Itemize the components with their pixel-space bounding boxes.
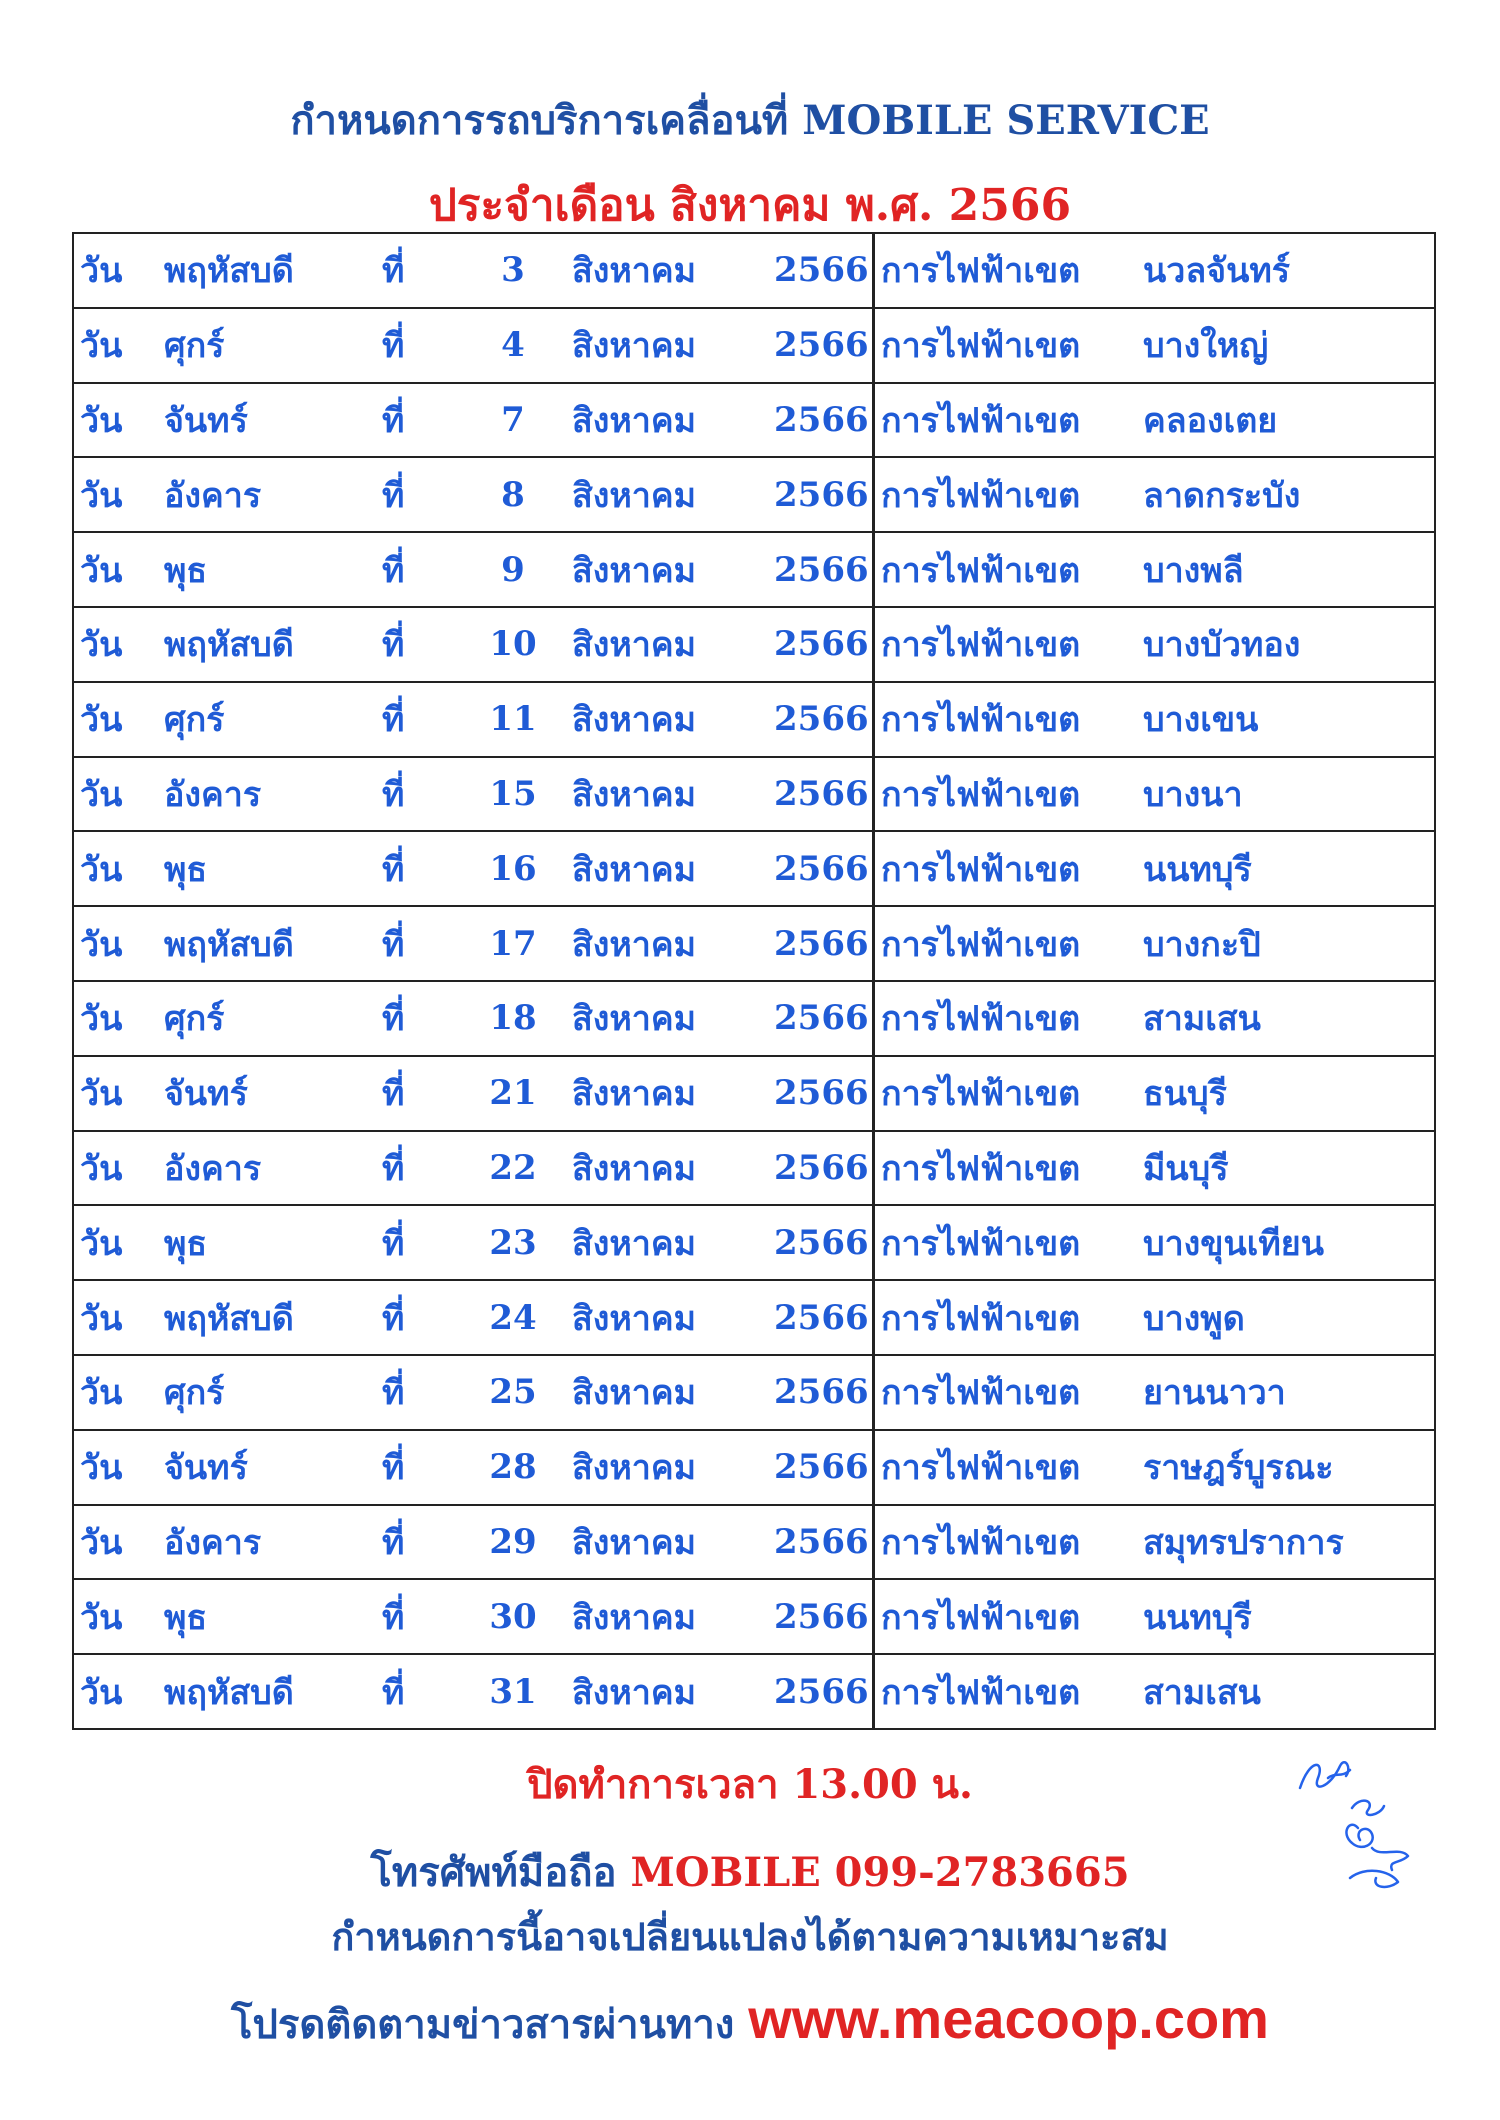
row-thi: ที่: [382, 1074, 405, 1115]
schedule-date-cell: [73, 233, 874, 308]
schedule-date-cell: [73, 682, 874, 757]
row-thi: ที่: [382, 1597, 405, 1638]
row-year: 2566: [774, 773, 869, 814]
row-office: การไฟฟ้าเขต: [881, 475, 1081, 516]
row-month: สิงหาคม: [572, 1373, 697, 1414]
row-year: 2566: [774, 1222, 869, 1263]
table-row: [73, 1430, 1435, 1505]
row-thi: ที่: [382, 1223, 405, 1264]
schedule-date-cell: [73, 1355, 874, 1430]
page-subtitle: ประจำเดือน สิงหาคม พ.ศ. 2566: [428, 180, 1072, 231]
table-row: [73, 233, 1435, 308]
row-day: พฤหัสบดี: [164, 625, 294, 666]
row-year: 2566: [774, 549, 869, 590]
schedule-office-cell: [874, 1056, 1436, 1131]
row-office: การไฟฟ้าเขต: [881, 774, 1081, 815]
row-month: สิงหาคม: [572, 251, 697, 292]
row-month: สิงหาคม: [572, 475, 697, 516]
row-thi: ที่: [382, 849, 405, 890]
schedule-office-cell: [874, 1579, 1436, 1654]
row-thi: ที่: [382, 326, 405, 367]
row-day: พุธ: [164, 550, 208, 591]
row-day: อังคาร: [164, 475, 262, 516]
row-date: 31: [489, 1671, 537, 1712]
row-district: นนทบุรี: [1143, 849, 1252, 890]
row-office: การไฟฟ้าเขต: [881, 400, 1081, 441]
row-day: พฤหัสบดี: [164, 1298, 294, 1339]
row-day: ศุกร์: [164, 700, 225, 741]
row-month: สิงหาคม: [572, 700, 697, 741]
row-date: 22: [489, 1147, 537, 1188]
row-wan: วัน: [80, 1373, 123, 1414]
table-row: [73, 1355, 1435, 1430]
schedule-office-cell: [874, 532, 1436, 607]
table-row: [73, 682, 1435, 757]
row-date: 15: [489, 773, 537, 814]
schedule-office-cell: [874, 308, 1436, 383]
row-year: 2566: [774, 624, 869, 665]
schedule-date-cell: [73, 1430, 874, 1505]
row-date: 18: [489, 998, 537, 1039]
website-link[interactable]: www.meacoop.com: [748, 1987, 1269, 2050]
row-office: การไฟฟ้าเขต: [881, 999, 1081, 1040]
row-office: การไฟฟ้าเขต: [881, 1597, 1081, 1638]
row-day: จันทร์: [164, 400, 248, 441]
row-wan: วัน: [80, 1597, 123, 1638]
row-office: การไฟฟ้าเขต: [881, 1298, 1081, 1339]
row-thi: ที่: [382, 1672, 405, 1713]
table-row: [73, 1654, 1435, 1729]
closing-time: ปิดทำการเวลา 13.00 น.: [527, 1761, 973, 1808]
schedule-date-cell: [73, 383, 874, 458]
row-office: การไฟฟ้าเขต: [881, 251, 1081, 292]
schedule-date-cell: [73, 757, 874, 832]
table-row: [73, 757, 1435, 832]
row-day: พฤหัสบดี: [164, 924, 294, 965]
row-district: บางขุนเทียน: [1143, 1223, 1324, 1264]
table-row: [73, 308, 1435, 383]
row-thi: ที่: [382, 400, 405, 441]
row-wan: วัน: [80, 251, 123, 292]
row-month: สิงหาคม: [572, 849, 697, 890]
row-wan: วัน: [80, 1522, 123, 1563]
row-day: พุธ: [164, 1597, 208, 1638]
row-thi: ที่: [382, 1148, 405, 1189]
row-month: สิงหาคม: [572, 774, 697, 815]
row-office: การไฟฟ้าเขต: [881, 1148, 1081, 1189]
row-day: จันทร์: [164, 1074, 248, 1115]
row-month: สิงหาคม: [572, 1148, 697, 1189]
row-year: 2566: [774, 1297, 869, 1338]
schedule-office-cell: [874, 1505, 1436, 1580]
row-year: 2566: [774, 923, 869, 964]
table-row: [73, 1056, 1435, 1131]
row-year: 2566: [774, 699, 869, 740]
row-wan: วัน: [80, 1223, 123, 1264]
row-date: 25: [489, 1372, 537, 1413]
row-district: บางนา: [1143, 774, 1243, 815]
row-wan: วัน: [80, 326, 123, 367]
row-day: พฤหัสบดี: [164, 1672, 294, 1713]
row-district: บางเขน: [1143, 700, 1259, 741]
row-district: มีนบุรี: [1143, 1148, 1229, 1189]
row-thi: ที่: [382, 924, 405, 965]
row-date: 16: [489, 848, 537, 889]
row-day: ศุกร์: [164, 999, 225, 1040]
schedule-office-cell: [874, 1355, 1436, 1430]
row-year: 2566: [774, 399, 869, 440]
row-year: 2566: [774, 1372, 869, 1413]
row-date: 23: [489, 1222, 537, 1263]
schedule-note: กำหนดการนี้อาจเปลี่ยนแปลงได้ตามความเหมาะสม: [331, 1914, 1169, 1959]
phone-line: [0, 1840, 1500, 1904]
row-district: บางกะปิ: [1143, 924, 1261, 965]
row-date: 11: [489, 699, 537, 740]
schedule-office-cell: [874, 757, 1436, 832]
schedule-office-cell: [874, 1131, 1436, 1206]
row-day: พฤหัสบดี: [164, 251, 294, 292]
row-year: 2566: [774, 1596, 869, 1637]
row-office: การไฟฟ้าเขต: [881, 700, 1081, 741]
row-year: 2566: [774, 325, 869, 366]
row-year: 2566: [774, 1147, 869, 1188]
row-month: สิงหาคม: [572, 550, 697, 591]
row-district: นวลจันทร์: [1143, 251, 1291, 292]
schedule-office-cell: [874, 383, 1436, 458]
row-thi: ที่: [382, 1373, 405, 1414]
row-date: 24: [489, 1297, 537, 1338]
table-row: [73, 1280, 1435, 1355]
row-wan: วัน: [80, 475, 123, 516]
row-district: สามเสน: [1143, 1672, 1261, 1713]
row-day: พุธ: [164, 849, 208, 890]
row-thi: ที่: [382, 774, 405, 815]
row-district: นนทบุรี: [1143, 1597, 1252, 1638]
table-row: [73, 383, 1435, 458]
row-month: สิงหาคม: [572, 326, 697, 367]
row-year: 2566: [774, 474, 869, 515]
row-day: พุธ: [164, 1223, 208, 1264]
row-wan: วัน: [80, 999, 123, 1040]
row-thi: ที่: [382, 625, 405, 666]
row-office: การไฟฟ้าเขต: [881, 326, 1081, 367]
schedule-office-cell: [874, 1430, 1436, 1505]
row-wan: วัน: [80, 924, 123, 965]
schedule-office-cell: [874, 906, 1436, 981]
row-thi: ที่: [382, 251, 405, 292]
table-row: [73, 607, 1435, 682]
row-month: สิงหาคม: [572, 999, 697, 1040]
row-month: สิงหาคม: [572, 1448, 697, 1489]
row-office: การไฟฟ้าเขต: [881, 849, 1081, 890]
row-thi: ที่: [382, 1522, 405, 1563]
table-row: [73, 1505, 1435, 1580]
row-date: 3: [501, 250, 525, 291]
row-day: อังคาร: [164, 1522, 262, 1563]
row-district: บางบัวทอง: [1143, 625, 1301, 666]
schedule-date-cell: [73, 1654, 874, 1729]
page-title: กำหนดการรถบริการเคลื่อนที่ MOBILE SERVICE: [290, 97, 1210, 144]
row-office: การไฟฟ้าเขต: [881, 924, 1081, 965]
row-district: ธนบุรี: [1143, 1074, 1227, 1115]
schedule-date-cell: [73, 906, 874, 981]
schedule-date-cell: [73, 1205, 874, 1280]
schedule-date-cell: [73, 1131, 874, 1206]
row-month: สิงหาคม: [572, 924, 697, 965]
row-office: การไฟฟ้าเขต: [881, 1373, 1081, 1414]
schedule-date-cell: [73, 1280, 874, 1355]
row-month: สิงหาคม: [572, 1074, 697, 1115]
table-row: [73, 1205, 1435, 1280]
table-row: [73, 981, 1435, 1056]
row-thi: ที่: [382, 1448, 405, 1489]
row-wan: วัน: [80, 849, 123, 890]
schedule-office-cell: [874, 682, 1436, 757]
schedule-office-cell: [874, 831, 1436, 906]
row-district: บางพลี: [1143, 550, 1244, 591]
row-day: อังคาร: [164, 1148, 262, 1189]
row-month: สิงหาคม: [572, 1522, 697, 1563]
schedule-office-cell: [874, 233, 1436, 308]
schedule-date-cell: [73, 831, 874, 906]
schedule-office-cell: [874, 1280, 1436, 1355]
row-wan: วัน: [80, 700, 123, 741]
schedule-date-cell: [73, 981, 874, 1056]
row-date: 28: [489, 1447, 537, 1488]
row-year: 2566: [774, 1447, 869, 1488]
signature-icon: [1280, 1748, 1430, 1908]
row-month: สิงหาคม: [572, 1597, 697, 1638]
phone-value: MOBILE 099-2783665: [630, 1849, 1130, 1896]
row-year: 2566: [774, 250, 869, 291]
row-wan: วัน: [80, 774, 123, 815]
schedule-date-cell: [73, 1579, 874, 1654]
row-district: สามเสน: [1143, 999, 1261, 1040]
row-district: บางใหญ่: [1143, 326, 1269, 367]
row-wan: วัน: [80, 625, 123, 666]
row-wan: วัน: [80, 550, 123, 591]
row-thi: ที่: [382, 550, 405, 591]
row-office: การไฟฟ้าเขต: [881, 550, 1081, 591]
row-wan: วัน: [80, 1148, 123, 1189]
row-day: อังคาร: [164, 774, 262, 815]
row-thi: ที่: [382, 999, 405, 1040]
schedule-date-cell: [73, 308, 874, 383]
table-row: [73, 532, 1435, 607]
row-office: การไฟฟ้าเขต: [881, 1672, 1081, 1713]
row-district: ลาดกระบัง: [1143, 475, 1301, 516]
row-office: การไฟฟ้าเขต: [881, 1448, 1081, 1489]
row-date: 30: [489, 1596, 537, 1637]
row-district: สมุทรปราการ: [1143, 1522, 1344, 1563]
row-thi: ที่: [382, 700, 405, 741]
row-date: 29: [489, 1521, 537, 1562]
row-district: บางพูด: [1143, 1298, 1245, 1339]
schedule-date-cell: [73, 1056, 874, 1131]
row-month: สิงหาคม: [572, 1298, 697, 1339]
schedule-table: [72, 232, 1436, 1730]
row-date: 4: [501, 325, 525, 366]
schedule-office-cell: [874, 1654, 1436, 1729]
row-thi: ที่: [382, 475, 405, 516]
follow-line: [0, 1986, 1500, 2056]
row-date: 8: [501, 474, 525, 515]
phone-label: โทรศัพท์มือถือ: [370, 1849, 617, 1896]
row-date: 10: [489, 624, 537, 665]
row-date: 9: [501, 549, 525, 590]
row-office: การไฟฟ้าเขต: [881, 1223, 1081, 1264]
row-wan: วัน: [80, 1672, 123, 1713]
row-thi: ที่: [382, 1298, 405, 1339]
row-date: 17: [489, 923, 537, 964]
row-year: 2566: [774, 848, 869, 889]
row-year: 2566: [774, 998, 869, 1039]
row-month: สิงหาคม: [572, 1672, 697, 1713]
row-wan: วัน: [80, 1074, 123, 1115]
schedule-office-cell: [874, 1205, 1436, 1280]
row-day: ศุกร์: [164, 326, 225, 367]
schedule-date-cell: [73, 457, 874, 532]
row-month: สิงหาคม: [572, 625, 697, 666]
row-wan: วัน: [80, 1448, 123, 1489]
schedule-office-cell: [874, 607, 1436, 682]
row-office: การไฟฟ้าเขต: [881, 1522, 1081, 1563]
row-wan: วัน: [80, 1298, 123, 1339]
row-day: จันทร์: [164, 1448, 248, 1489]
schedule-date-cell: [73, 607, 874, 682]
schedule-office-cell: [874, 457, 1436, 532]
row-month: สิงหาคม: [572, 400, 697, 441]
row-month: สิงหาคม: [572, 1223, 697, 1264]
row-office: การไฟฟ้าเขต: [881, 625, 1081, 666]
row-date: 21: [489, 1073, 537, 1114]
table-row: [73, 831, 1435, 906]
row-office: การไฟฟ้าเขต: [881, 1074, 1081, 1115]
table-row: [73, 1131, 1435, 1206]
table-row: [73, 457, 1435, 532]
row-year: 2566: [774, 1073, 869, 1114]
schedule-date-cell: [73, 532, 874, 607]
row-year: 2566: [774, 1521, 869, 1562]
row-district: คลองเตย: [1143, 400, 1278, 441]
row-year: 2566: [774, 1671, 869, 1712]
row-date: 7: [501, 399, 525, 440]
row-district: ราษฎร์บูรณะ: [1143, 1448, 1334, 1489]
schedule-office-cell: [874, 981, 1436, 1056]
row-day: ศุกร์: [164, 1373, 225, 1414]
follow-label: โปรดติดตามข่าวสารผ่านทาง: [231, 2001, 735, 2048]
schedule-body: [73, 233, 1435, 1729]
table-row: [73, 1579, 1435, 1654]
schedule-date-cell: [73, 1505, 874, 1580]
table-row: [73, 906, 1435, 981]
row-wan: วัน: [80, 400, 123, 441]
row-district: ยานนาวา: [1143, 1373, 1286, 1414]
